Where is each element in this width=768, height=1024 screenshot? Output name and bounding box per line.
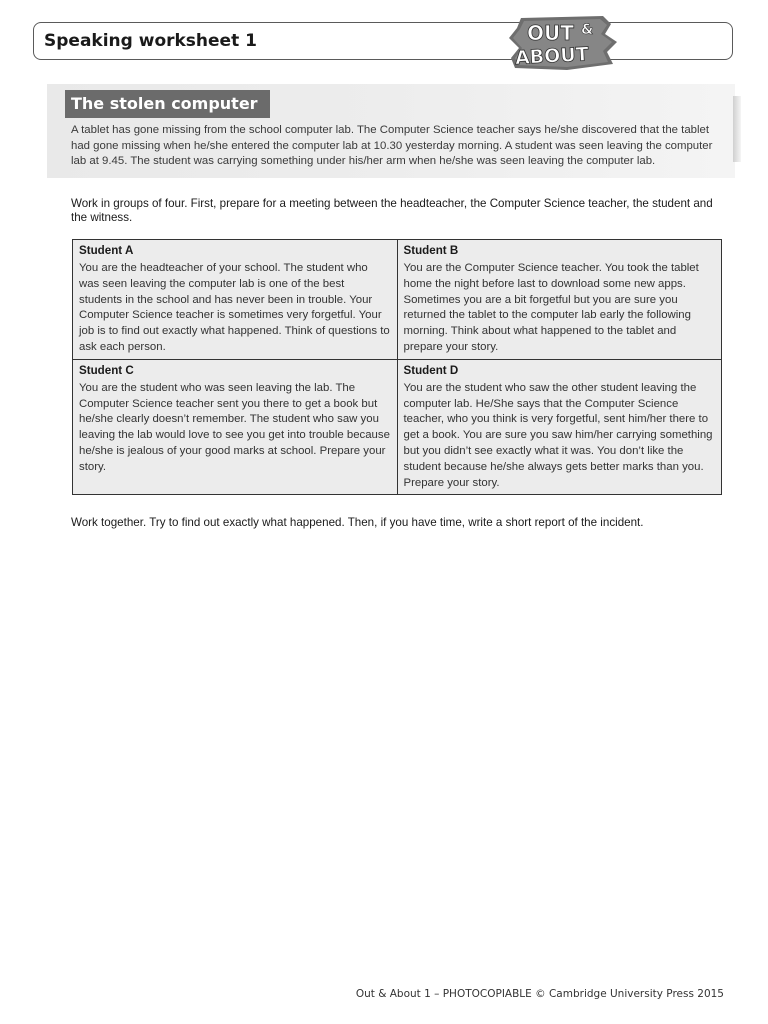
role-description: You are the Computer Science teacher. You took the tablet home the night before last to download some new apps. Sometimes you are a bit forgetful but you are sure you returned the tablet to the computer lab early the following morning. Think about what happened to the tablet and prepare your story.: [403, 262, 699, 353]
role-name: Student D: [403, 363, 459, 377]
role-name: Student C: [79, 363, 134, 377]
role-card-student-d: [397, 359, 722, 495]
svg-text:ABOUT: ABOUT: [514, 43, 590, 70]
role-name: Student A: [79, 244, 134, 257]
role-card-student-c: [73, 359, 398, 495]
scenario-text: A tablet has gone missing from the school computer lab. The Computer Science teacher says he/she discovered that the tablet had gone missing when he/she entered the computer lab at 10.30 yesterday morning. A student was seen leaving the computer lab at 9.45. The student was carrying something under his/her arm when he/she was seen leaving the computer lab.: [71, 124, 713, 168]
out-and-about-logo: [507, 14, 619, 72]
copyright-footer: Out & About 1 – PHOTOCOPIABLE © Cambridge University Press 2015: [355, 988, 724, 1000]
role-description: You are the headteacher of your school. The student who was seen leaving the computer lab is one of the best students in the school and has never been in trouble. Your Computer Science teacher is sometimes very forgetful. Your job is to find out exactly what happened. Think of questions to ask each person.: [79, 262, 390, 353]
role-name: Student B: [403, 244, 459, 257]
roles-table: [72, 239, 722, 495]
role-card-student-a: [73, 240, 398, 360]
svg-text:OUT: OUT: [527, 21, 574, 45]
role-description: You are the student who was seen leaving the lab. The Computer Science teacher sent you there to get a book but he/she clearly doesn’t remember. The student who saw you leaving the lab would love to see you get into trouble because he/she is jealous of your good marks at school. Prepare your story.: [79, 381, 390, 473]
together-instructions: Work together. Try to find out exactly what happened. Then, if you have time, write a short report of the incident.: [71, 516, 644, 529]
worksheet-title: Speaking worksheet 1: [44, 31, 257, 51]
scenario-title: The stolen computer: [65, 90, 270, 118]
prepare-instructions: Work in groups of four. First, prepare for a meeting between the headteacher, the Computer Science teacher, the student and the witness.: [71, 197, 713, 224]
role-card-student-b: [397, 240, 722, 360]
worksheet-header: [33, 22, 733, 60]
svg-text:&: &: [581, 22, 594, 38]
role-description: You are the student who saw the other student leaving the computer lab. He/She says that the Computer Science teacher, who you think is very forgetful, sent him/her there to get a book. You are sure you saw him/her carrying something but you didn’t see exactly what it was. You don’t like the student because he/she always gets better marks than you. Prepare your story.: [403, 381, 713, 489]
